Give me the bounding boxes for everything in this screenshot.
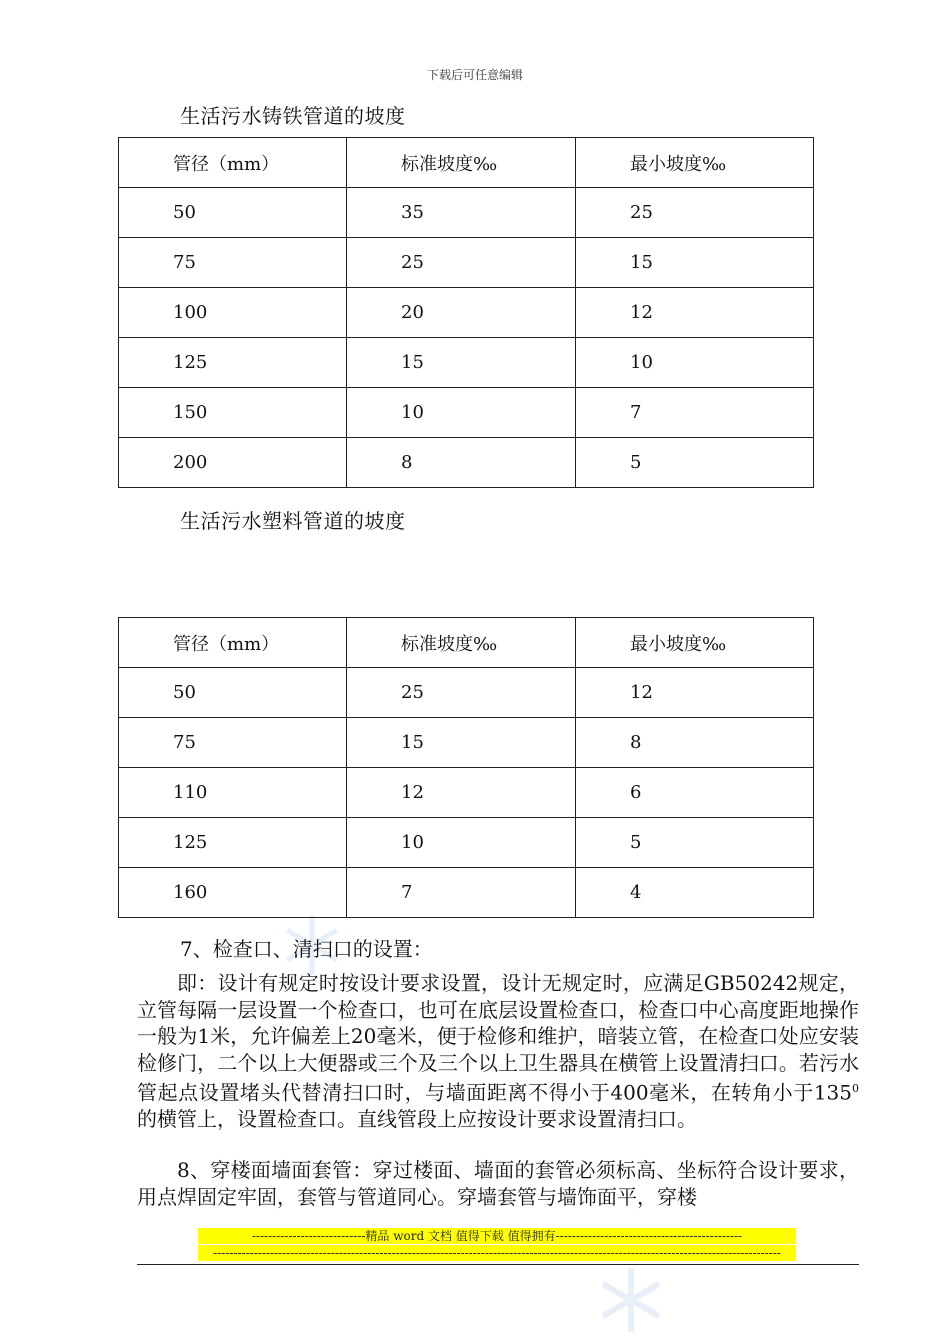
table1-caption: 生活污水铸铁管道的坡度 bbox=[180, 104, 406, 128]
header-cell: 标准坡度‰ bbox=[347, 618, 576, 668]
degree-superscript: 0 bbox=[852, 1082, 859, 1095]
table-cell: 8 bbox=[576, 718, 814, 768]
table-cell: 50 bbox=[119, 668, 347, 718]
header-cell: 最小坡度‰ bbox=[576, 138, 814, 188]
plastic-slope-table bbox=[118, 617, 814, 918]
paragraph-text: 即：设计有规定时按设计要求设置，设计无规定时，应满足GB50242规定，立管每隔一层设置一个检查口，也可在底层设置检查口，检查口中心高度距地操作一般为1米，允许偏差上20毫米，便于检修和维护，暗装立管，在检查口处应安装检修门，二个以上大便器或三个及三个以上卫生器具在横管上设置清扫口。若污水管起点设置堵头代替清扫口时，与墙面距离不得小于400毫米，在转角小于135 bbox=[137, 971, 859, 1105]
header-note: 下载后可任意编辑 bbox=[426, 68, 523, 82]
table-row bbox=[119, 388, 814, 438]
table-cell: 10 bbox=[347, 818, 576, 868]
table-cell: 10 bbox=[576, 338, 814, 388]
table-cell: 7 bbox=[576, 388, 814, 438]
table-cell: 25 bbox=[347, 238, 576, 288]
table-row bbox=[119, 668, 814, 718]
section7-heading: 7、检查口、清扫口的设置： bbox=[180, 937, 433, 961]
table-cell: 5 bbox=[576, 818, 814, 868]
section7-paragraph bbox=[137, 970, 859, 1133]
header-cell: 标准坡度‰ bbox=[347, 138, 576, 188]
table-cell: 4 bbox=[576, 868, 814, 918]
table-row bbox=[119, 868, 814, 918]
table-cell: 15 bbox=[576, 238, 814, 288]
footer-banner-line1: ----------------------------精品 word 文档 值得下载 值得拥有---------------------------------------------- bbox=[198, 1228, 796, 1244]
table-cell: 15 bbox=[347, 718, 576, 768]
cast-iron-slope-table bbox=[118, 137, 814, 488]
table-header-row bbox=[119, 138, 814, 188]
table-row bbox=[119, 338, 814, 388]
table-cell: 15 bbox=[347, 338, 576, 388]
table-cell: 7 bbox=[347, 868, 576, 918]
header-cell: 管径（mm） bbox=[119, 138, 347, 188]
paragraph-text: 的横管上，设置检查口。直线管段上应按设计要求设置清扫口。 bbox=[137, 1107, 697, 1132]
table-row bbox=[119, 818, 814, 868]
footer-banner-line2: -------------------------------------------------------------------------------------------------------------------------------------------- bbox=[198, 1245, 796, 1261]
table-cell: 6 bbox=[576, 768, 814, 818]
table-cell: 12 bbox=[576, 288, 814, 338]
table-cell: 200 bbox=[119, 438, 347, 488]
table-cell: 150 bbox=[119, 388, 347, 438]
table-header-row bbox=[119, 618, 814, 668]
table-cell: 12 bbox=[347, 768, 576, 818]
table-row bbox=[119, 238, 814, 288]
table-cell: 12 bbox=[576, 668, 814, 718]
table-cell: 125 bbox=[119, 338, 347, 388]
table-cell: 20 bbox=[347, 288, 576, 338]
table-cell: 100 bbox=[119, 288, 347, 338]
table-cell: 35 bbox=[347, 188, 576, 238]
header-cell: 最小坡度‰ bbox=[576, 618, 814, 668]
table-cell: 5 bbox=[576, 438, 814, 488]
header-cell: 管径（mm） bbox=[119, 618, 347, 668]
table-row bbox=[119, 718, 814, 768]
table-cell: 25 bbox=[347, 668, 576, 718]
table-cell: 10 bbox=[347, 388, 576, 438]
footer-rule bbox=[137, 1264, 859, 1265]
table2-caption: 生活污水塑料管道的坡度 bbox=[180, 509, 406, 533]
section8-paragraph: 8、穿楼面墙面套管：穿过楼面、墙面的套管必须标高、坐标符合设计要求，用点焊固定牢固，套管与管道同心。穿墙套管与墙饰面平，穿楼 bbox=[137, 1158, 859, 1209]
table-cell: 75 bbox=[119, 718, 347, 768]
table-cell: 160 bbox=[119, 868, 347, 918]
table-cell: 110 bbox=[119, 768, 347, 818]
table-cell: 75 bbox=[119, 238, 347, 288]
table-cell: 25 bbox=[576, 188, 814, 238]
table-row bbox=[119, 768, 814, 818]
table-cell: 50 bbox=[119, 188, 347, 238]
table-row bbox=[119, 438, 814, 488]
table-row bbox=[119, 288, 814, 338]
table-cell: 125 bbox=[119, 818, 347, 868]
table-row bbox=[119, 188, 814, 238]
table-cell: 8 bbox=[347, 438, 576, 488]
snowflake-watermark-icon bbox=[598, 1264, 664, 1336]
